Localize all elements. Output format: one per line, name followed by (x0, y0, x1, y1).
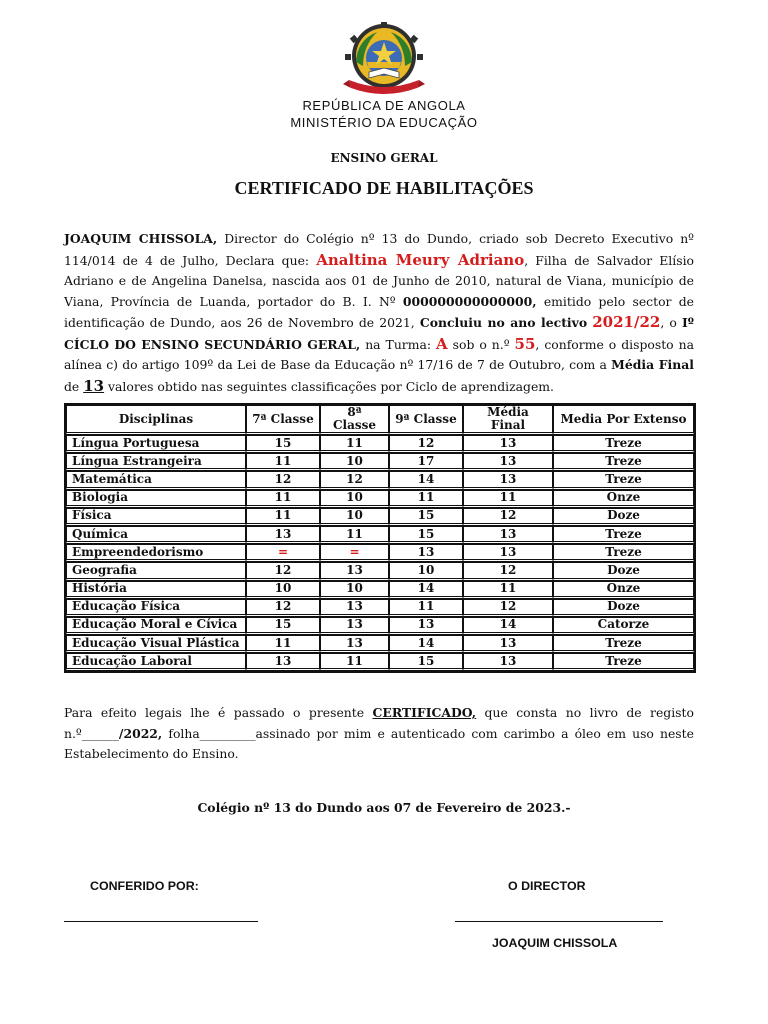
grade-cell: 11 (246, 453, 320, 471)
grade-cell: 11 (320, 435, 389, 453)
national-emblem-icon (341, 22, 427, 96)
declaration-text: sob o n.º (447, 336, 515, 352)
certificate-title: CERTIFICADO DE HABILITAÇÕES (234, 178, 534, 198)
grade-cell: 11 (389, 599, 463, 617)
table-row (66, 544, 694, 562)
table-row (66, 599, 694, 617)
grade-cell: 10 (320, 453, 389, 471)
ministry-heading: MINISTÉRIO DA EDUCAÇÃO (290, 115, 478, 130)
place-date-line: Colégio nº 13 do Dundo aos 07 de Fevereiro de 2023.- (197, 800, 571, 815)
grade-cell: 14 (389, 471, 463, 489)
subject-cell: Língua Portuguesa (66, 435, 246, 453)
grade-cell: 13 (463, 435, 553, 453)
student-number: 55 (514, 334, 536, 353)
subject-cell: Educação Moral e Cívica (66, 617, 246, 635)
grade-cell: 13 (463, 635, 553, 653)
grade-cell: 13 (389, 544, 463, 562)
grade-cell: 15 (389, 653, 463, 671)
table-row (66, 490, 694, 508)
grade-cell: 13 (246, 653, 320, 671)
declaration-text: , o (660, 315, 683, 330)
grade-cell: 13 (389, 617, 463, 635)
grade-cell: 12 (246, 599, 320, 617)
grade-cell: = (320, 544, 389, 562)
subject-cell: Educação Laboral (66, 653, 246, 671)
declaration-text: , conforme o disposto na alínea c) do artigo 109º da Lei de Base da Educação nº 17/16 de 7 de Outubro, com a (64, 336, 694, 372)
grade-cell: 14 (389, 581, 463, 599)
declaration-paragraph (64, 229, 694, 397)
grade-cell: Treze (553, 635, 694, 653)
closing-text: assinado por mim e autenticado com carimbo a óleo em uso neste Estabelecimento do Ensino. (64, 725, 694, 761)
grade-cell: 11 (246, 635, 320, 653)
subject-cell: Matemática (66, 471, 246, 489)
grade-cell: 13 (320, 562, 389, 580)
grade-cell: 15 (246, 617, 320, 635)
table-header-row (66, 405, 694, 435)
column-header: 8ª Classe (320, 405, 389, 435)
grade-cell: 14 (463, 617, 553, 635)
grade-cell: 12 (320, 471, 389, 489)
grade-cell: 17 (389, 453, 463, 471)
grade-cell: 10 (389, 562, 463, 580)
table-row (66, 453, 694, 471)
grade-cell: Doze (553, 508, 694, 526)
declaration-text: valores obtido nas seguintes classificações por Ciclo de aprendizagem. (104, 378, 554, 394)
grade-cell: 10 (246, 581, 320, 599)
table-row (66, 581, 694, 599)
student-name: Analtina Meury Adriano (316, 250, 525, 269)
declaration-text: Director do Colégio nº 13 do Dundo, criado sob Decreto Executivo nº 114/014 de 4 de Julho, Declara que: (64, 231, 694, 268)
grade-cell: 11 (246, 508, 320, 526)
closing-text: folha (162, 725, 200, 741)
declaration-text: emitido pelo sector de identificação de Dundo, aos 26 de Novembro de 2021, (64, 293, 694, 330)
subject-cell: Geografia (66, 562, 246, 580)
closing-text: Para efeito legais lhe é passado o presente (64, 705, 373, 720)
closing-text: que consta no livro de registo n.º (64, 705, 694, 741)
grade-cell: 10 (320, 508, 389, 526)
grade-cell: 12 (389, 435, 463, 453)
table-row (66, 562, 694, 580)
cycle-label: Iº CÍCLO DO ENSINO SECUNDÁRIO GERAL, (64, 315, 695, 352)
grade-cell: 12 (463, 508, 553, 526)
subject-cell: Química (66, 526, 246, 544)
subject-cell: Biologia (66, 490, 246, 508)
table-row (66, 508, 694, 526)
table-row (66, 526, 694, 544)
education-level-label: ENSINO GERAL (330, 151, 438, 165)
grade-cell: 11 (389, 490, 463, 508)
grade-cell: 12 (463, 562, 553, 580)
grade-cell: 14 (389, 635, 463, 653)
concluded-label: Concluiu no ano lectivo (419, 315, 588, 330)
grade-cell: = (246, 544, 320, 562)
grade-cell: 13 (246, 526, 320, 544)
grade-cell: 13 (463, 471, 553, 489)
grade-cell: 13 (463, 453, 553, 471)
grade-cell: 13 (320, 599, 389, 617)
grade-cell: 13 (463, 653, 553, 671)
subject-cell: História (66, 581, 246, 599)
grade-cell: Treze (553, 526, 694, 544)
signature-line-left (64, 921, 258, 922)
republic-heading: REPÚBLICA DE ANGOLA (302, 98, 466, 113)
grade-cell: Treze (553, 435, 694, 453)
subject-cell: Física (66, 508, 246, 526)
class-letter: A (436, 334, 448, 353)
grade-cell: 13 (320, 635, 389, 653)
table-row (66, 653, 694, 671)
director-label: O DIRECTOR (508, 879, 586, 893)
column-header: 7ª Classe (246, 405, 320, 435)
grade-cell: Treze (553, 544, 694, 562)
grade-cell: 13 (320, 617, 389, 635)
grades-table (64, 403, 696, 673)
school-year: 2021/22 (592, 313, 661, 331)
grade-cell: 11 (246, 490, 320, 508)
page-blank: _________ (199, 725, 256, 741)
register-year: /2022, (118, 725, 163, 741)
checked-by-label: CONFERIDO POR: (90, 879, 199, 893)
table-row (66, 435, 694, 453)
grade-cell: 12 (246, 471, 320, 489)
grade-cell: 15 (389, 508, 463, 526)
director-name: JOAQUIM CHISSOLA, (64, 231, 218, 246)
director-signature-name: JOAQUIM CHISSOLA (492, 936, 618, 950)
grade-cell: Onze (553, 490, 694, 508)
table-row (66, 617, 694, 635)
grade-cell: 15 (389, 526, 463, 544)
subject-cell: Educação Física (66, 599, 246, 617)
grade-cell: Onze (553, 581, 694, 599)
column-header: 9ª Classe (389, 405, 463, 435)
grade-cell: 12 (246, 562, 320, 580)
grade-cell: Catorze (553, 617, 694, 635)
grade-cell: 11 (463, 490, 553, 508)
final-average-label: Média Final (611, 357, 695, 372)
grade-cell: 13 (463, 544, 553, 562)
grade-cell: 11 (463, 581, 553, 599)
grade-cell: Treze (553, 453, 694, 471)
grade-cell: Treze (553, 653, 694, 671)
grade-cell: 11 (320, 526, 389, 544)
declaration-text: na Turma: (360, 336, 437, 352)
grade-cell: Doze (553, 562, 694, 580)
register-blank: ______ (81, 725, 119, 741)
column-header: Disciplinas (66, 405, 246, 435)
grade-cell: 12 (463, 599, 553, 617)
column-header: Media Por Extenso (553, 405, 694, 435)
grade-cell: 10 (320, 581, 389, 599)
table-row (66, 471, 694, 489)
grade-cell: 10 (320, 490, 389, 508)
subject-cell: Educação Visual Plástica (66, 635, 246, 653)
column-header: Média Final (463, 405, 553, 435)
closing-paragraph (64, 703, 694, 765)
grade-cell: 15 (246, 435, 320, 453)
grade-cell: Treze (553, 471, 694, 489)
signature-line-right (455, 921, 663, 922)
final-average-value: 13 (83, 376, 105, 395)
grade-cell: 13 (463, 526, 553, 544)
table-row (66, 635, 694, 653)
declaration-text: de (64, 378, 84, 394)
subject-cell: Empreendedorismo (66, 544, 246, 562)
grade-cell: 11 (320, 653, 389, 671)
declaration-text: , Filha de Salvador Elísio Adriano e de Angelina Danelsa, nascida aos 01 de Junho de 2010, natural de Viana, município de Viana, Província de Luanda, portador do B. I. Nº (64, 252, 694, 309)
subject-cell: Língua Estrangeira (66, 453, 246, 471)
id-number: 000000000000000, (402, 293, 537, 309)
certificate-word: CERTIFICADO, (372, 705, 477, 720)
grade-cell: Doze (553, 599, 694, 617)
